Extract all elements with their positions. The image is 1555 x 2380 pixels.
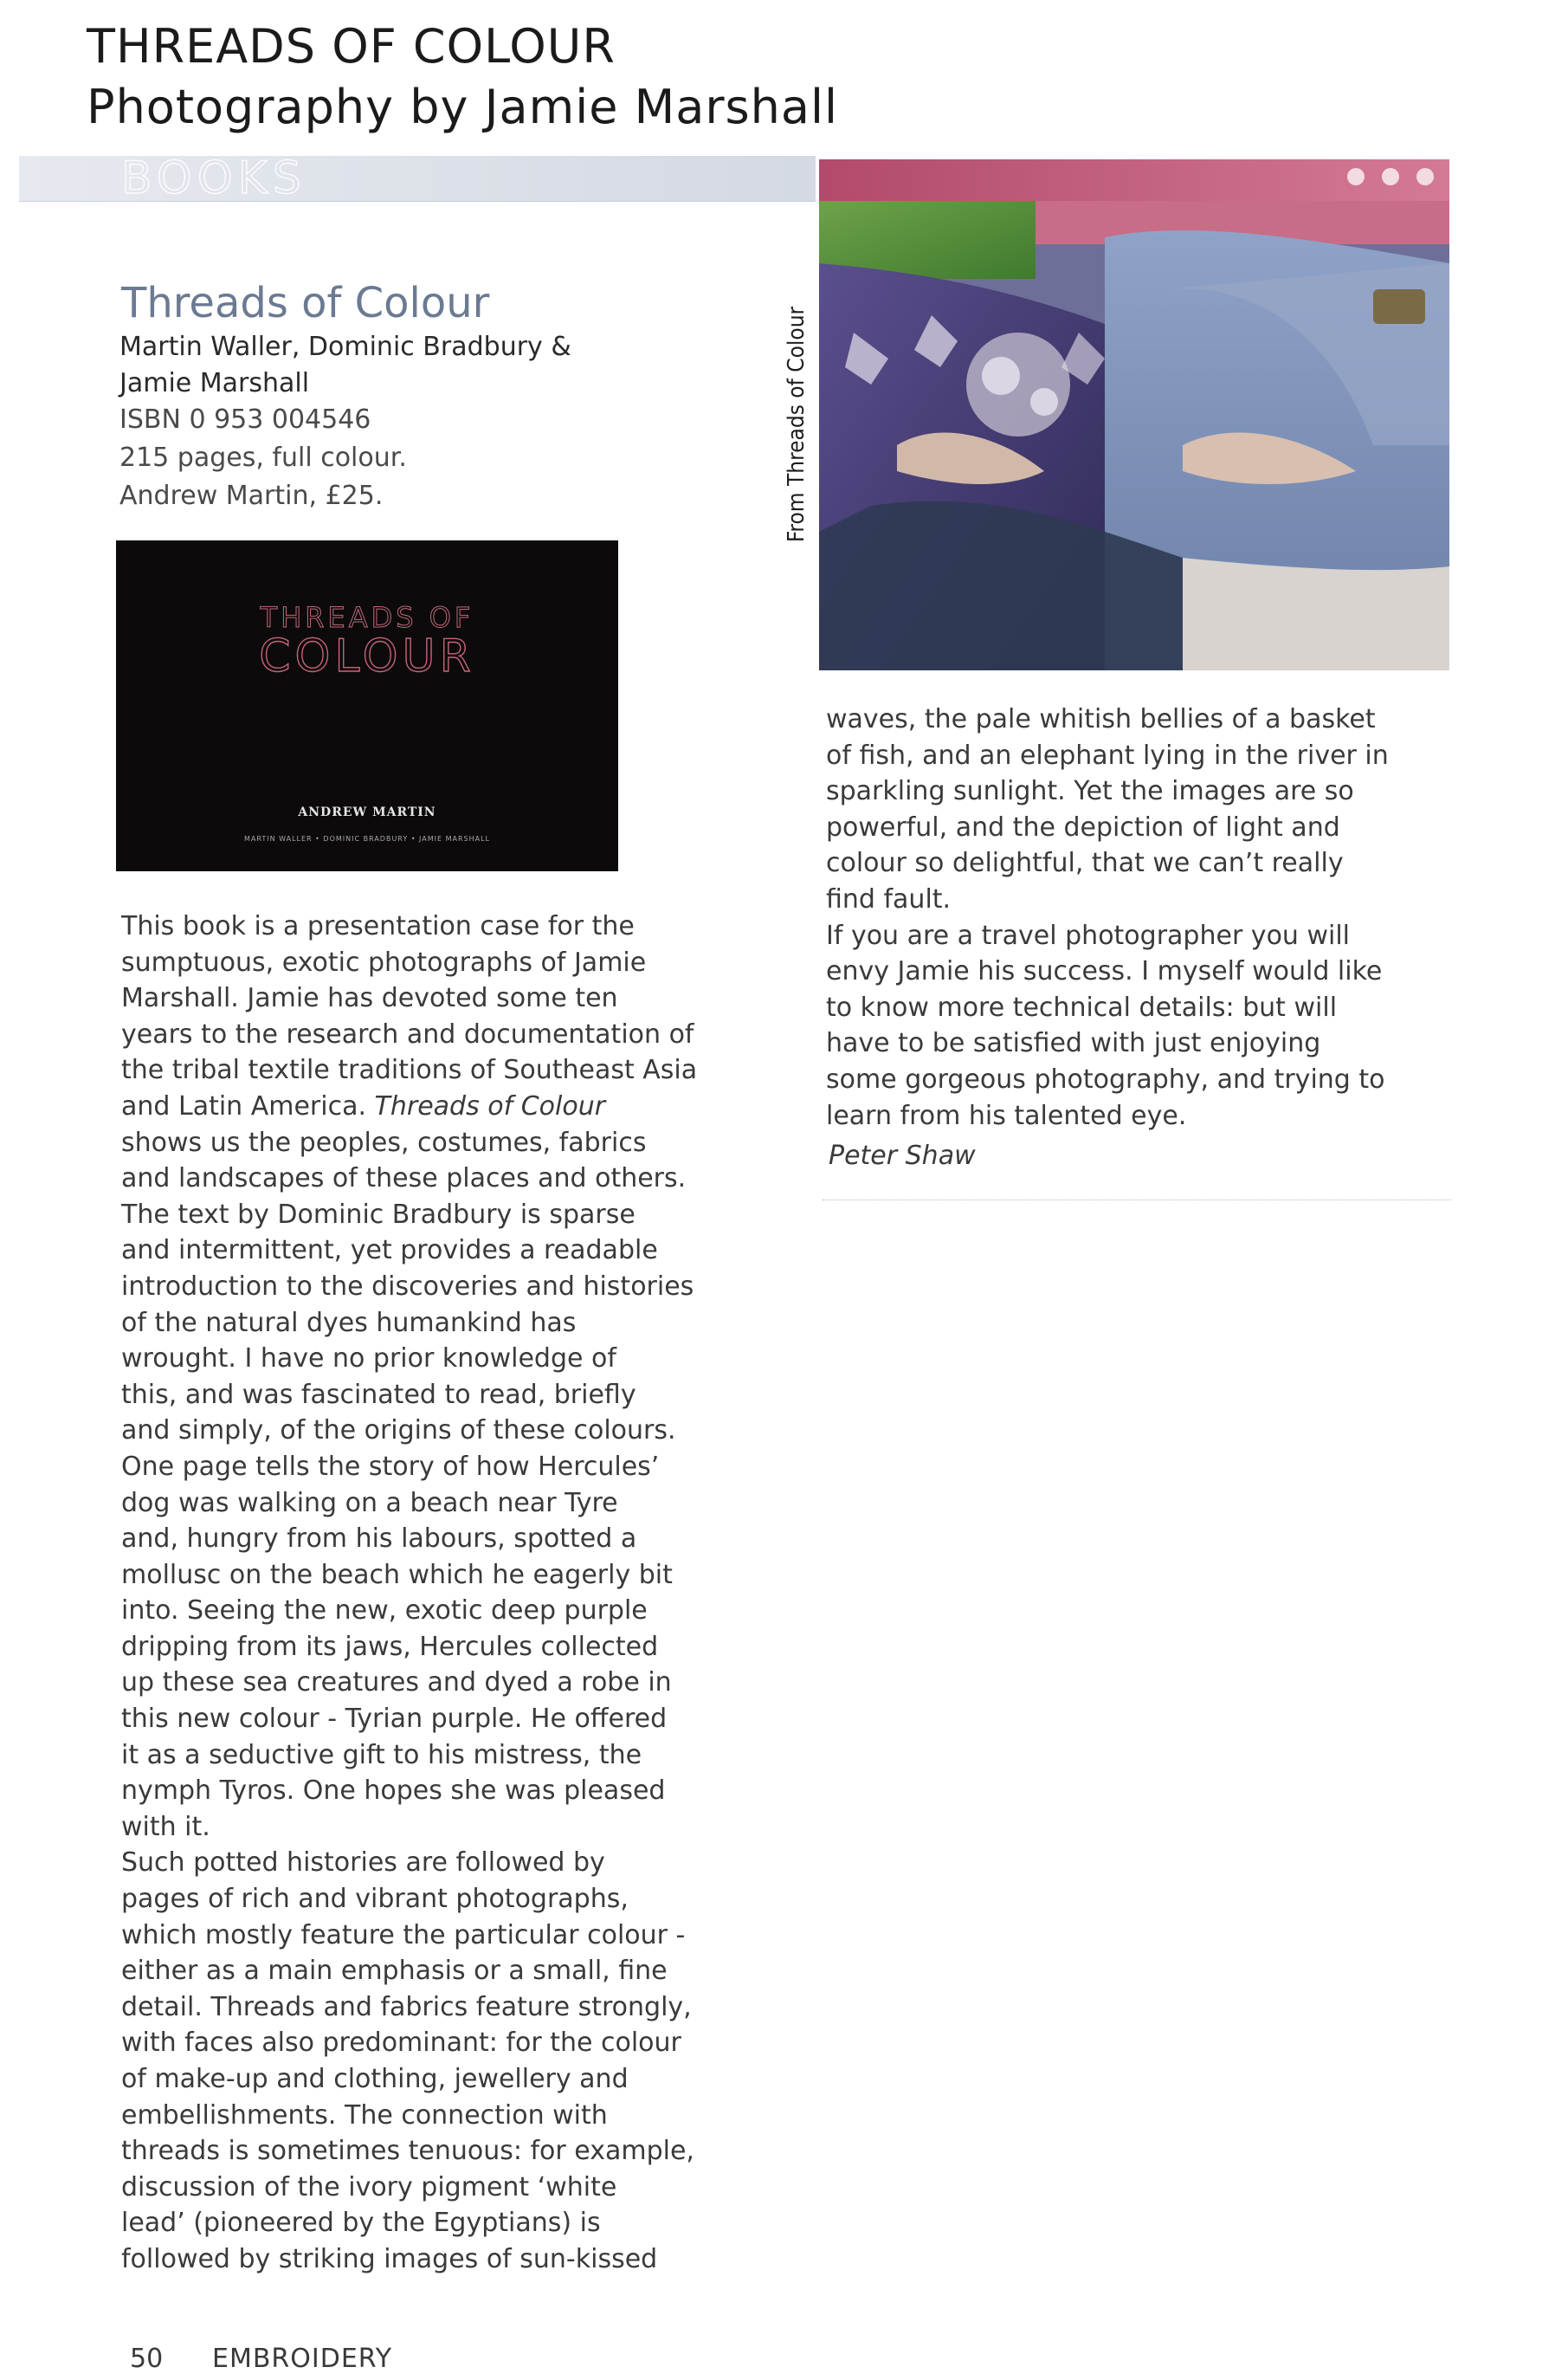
book-cover (116, 540, 618, 871)
book-title: Threads of Colour (121, 279, 490, 327)
page-title: THREADS OF COLOUR (87, 19, 616, 74)
section-label: BOOKS (121, 152, 306, 204)
cover-publisher: ANDREW MARTIN (298, 805, 436, 819)
cover-title-line2: COLOUR (259, 631, 475, 682)
cover-authors: MARTIN WALLER • DOMINIC BRADBURY • JAMIE MARSHALL (244, 835, 490, 843)
book-pages: 215 pages, full colour. (119, 443, 407, 473)
book-authors-line2: Jamie Marshall (119, 368, 310, 398)
textile-photo-illustration (819, 159, 1449, 670)
review-signature: Peter Shaw (829, 1141, 976, 1171)
magazine-name: EMBROIDERY (212, 2344, 393, 2374)
page-number: 50 (130, 2344, 164, 2374)
book-authors-line1: Martin Waller, Dominic Bradbury & (119, 332, 571, 362)
photo-caption: From Threads of Colour (784, 306, 810, 543)
review-paragraph-1b: shows us the peoples, costumes, fabrics and landscapes of these places and others. The text by Dominic Bradbury is sparse and intermittent, yet provides a readable introduction to the discoveries and histories of the natural dyes humankind has wrought. I have no prior knowledge of this, and was fascinated to read, briefly and simply, of the origins of these colours. One page tells the story of how Hercules’ dog was walking on a beach near Tyre and, hungry from his labours, spotted a mollusc on the beach which he eagerly bit into. Seeing the new, exotic deep purple dripping from its jaws, Hercules collected up these sea creatures and dyed a robe in this new colour - Tyrian purple. He offered it as a seductive gift to his mistress, the nymph Tyros. One hopes she was pleased with it. Such potted histories are followed by pages of rich and vibrant photographs, which mostly feature the particular colour - either as a main emphasis or a small, fine detail. Threads and fabrics feature strongly, with faces also predominant: for the colour of make-up and clothing, jewellery and embellishments. The connection with threads is sometimes tenuous: for example, discussion of the ivory pigment ‘white lead’ (pioneered by the Egyptians) is followed by striking images of sun-kissed (121, 1127, 694, 2274)
review-book-title-italic: Threads of Colour (374, 1090, 606, 1122)
book-isbn: ISBN 0 953 004546 (119, 404, 371, 435)
cover-title-line1: THREADS OF (260, 601, 474, 634)
textile-photo (819, 159, 1449, 670)
review-column-right: waves, the pale whitish bellies of a basket of fish, and an elephant lying in the river in sparkling sunlight. Yet the images are so powerful, and the depiction of light and colour so delightful, that we can’t really find fault. If you are a travel photographer you will envy Jamie his success. I myself would like to know more technical details: but will have to be satisfied with just enjoying some gorgeous photography, and trying to learn from his talented eye. (826, 704, 1389, 1131)
review-paragraph-1a: This book is a presentation case for the sumptuous, exotic photographs of Jamie Marshall. Jamie has devoted some ten years to the research and documentation of the tribal textile traditions of Southeast Asia and Latin America. (121, 911, 698, 1122)
page-subtitle: Photography by Jamie Marshall (87, 80, 838, 134)
review-column-left (121, 909, 762, 2278)
book-publisher-price: Andrew Martin, £25. (119, 481, 384, 511)
